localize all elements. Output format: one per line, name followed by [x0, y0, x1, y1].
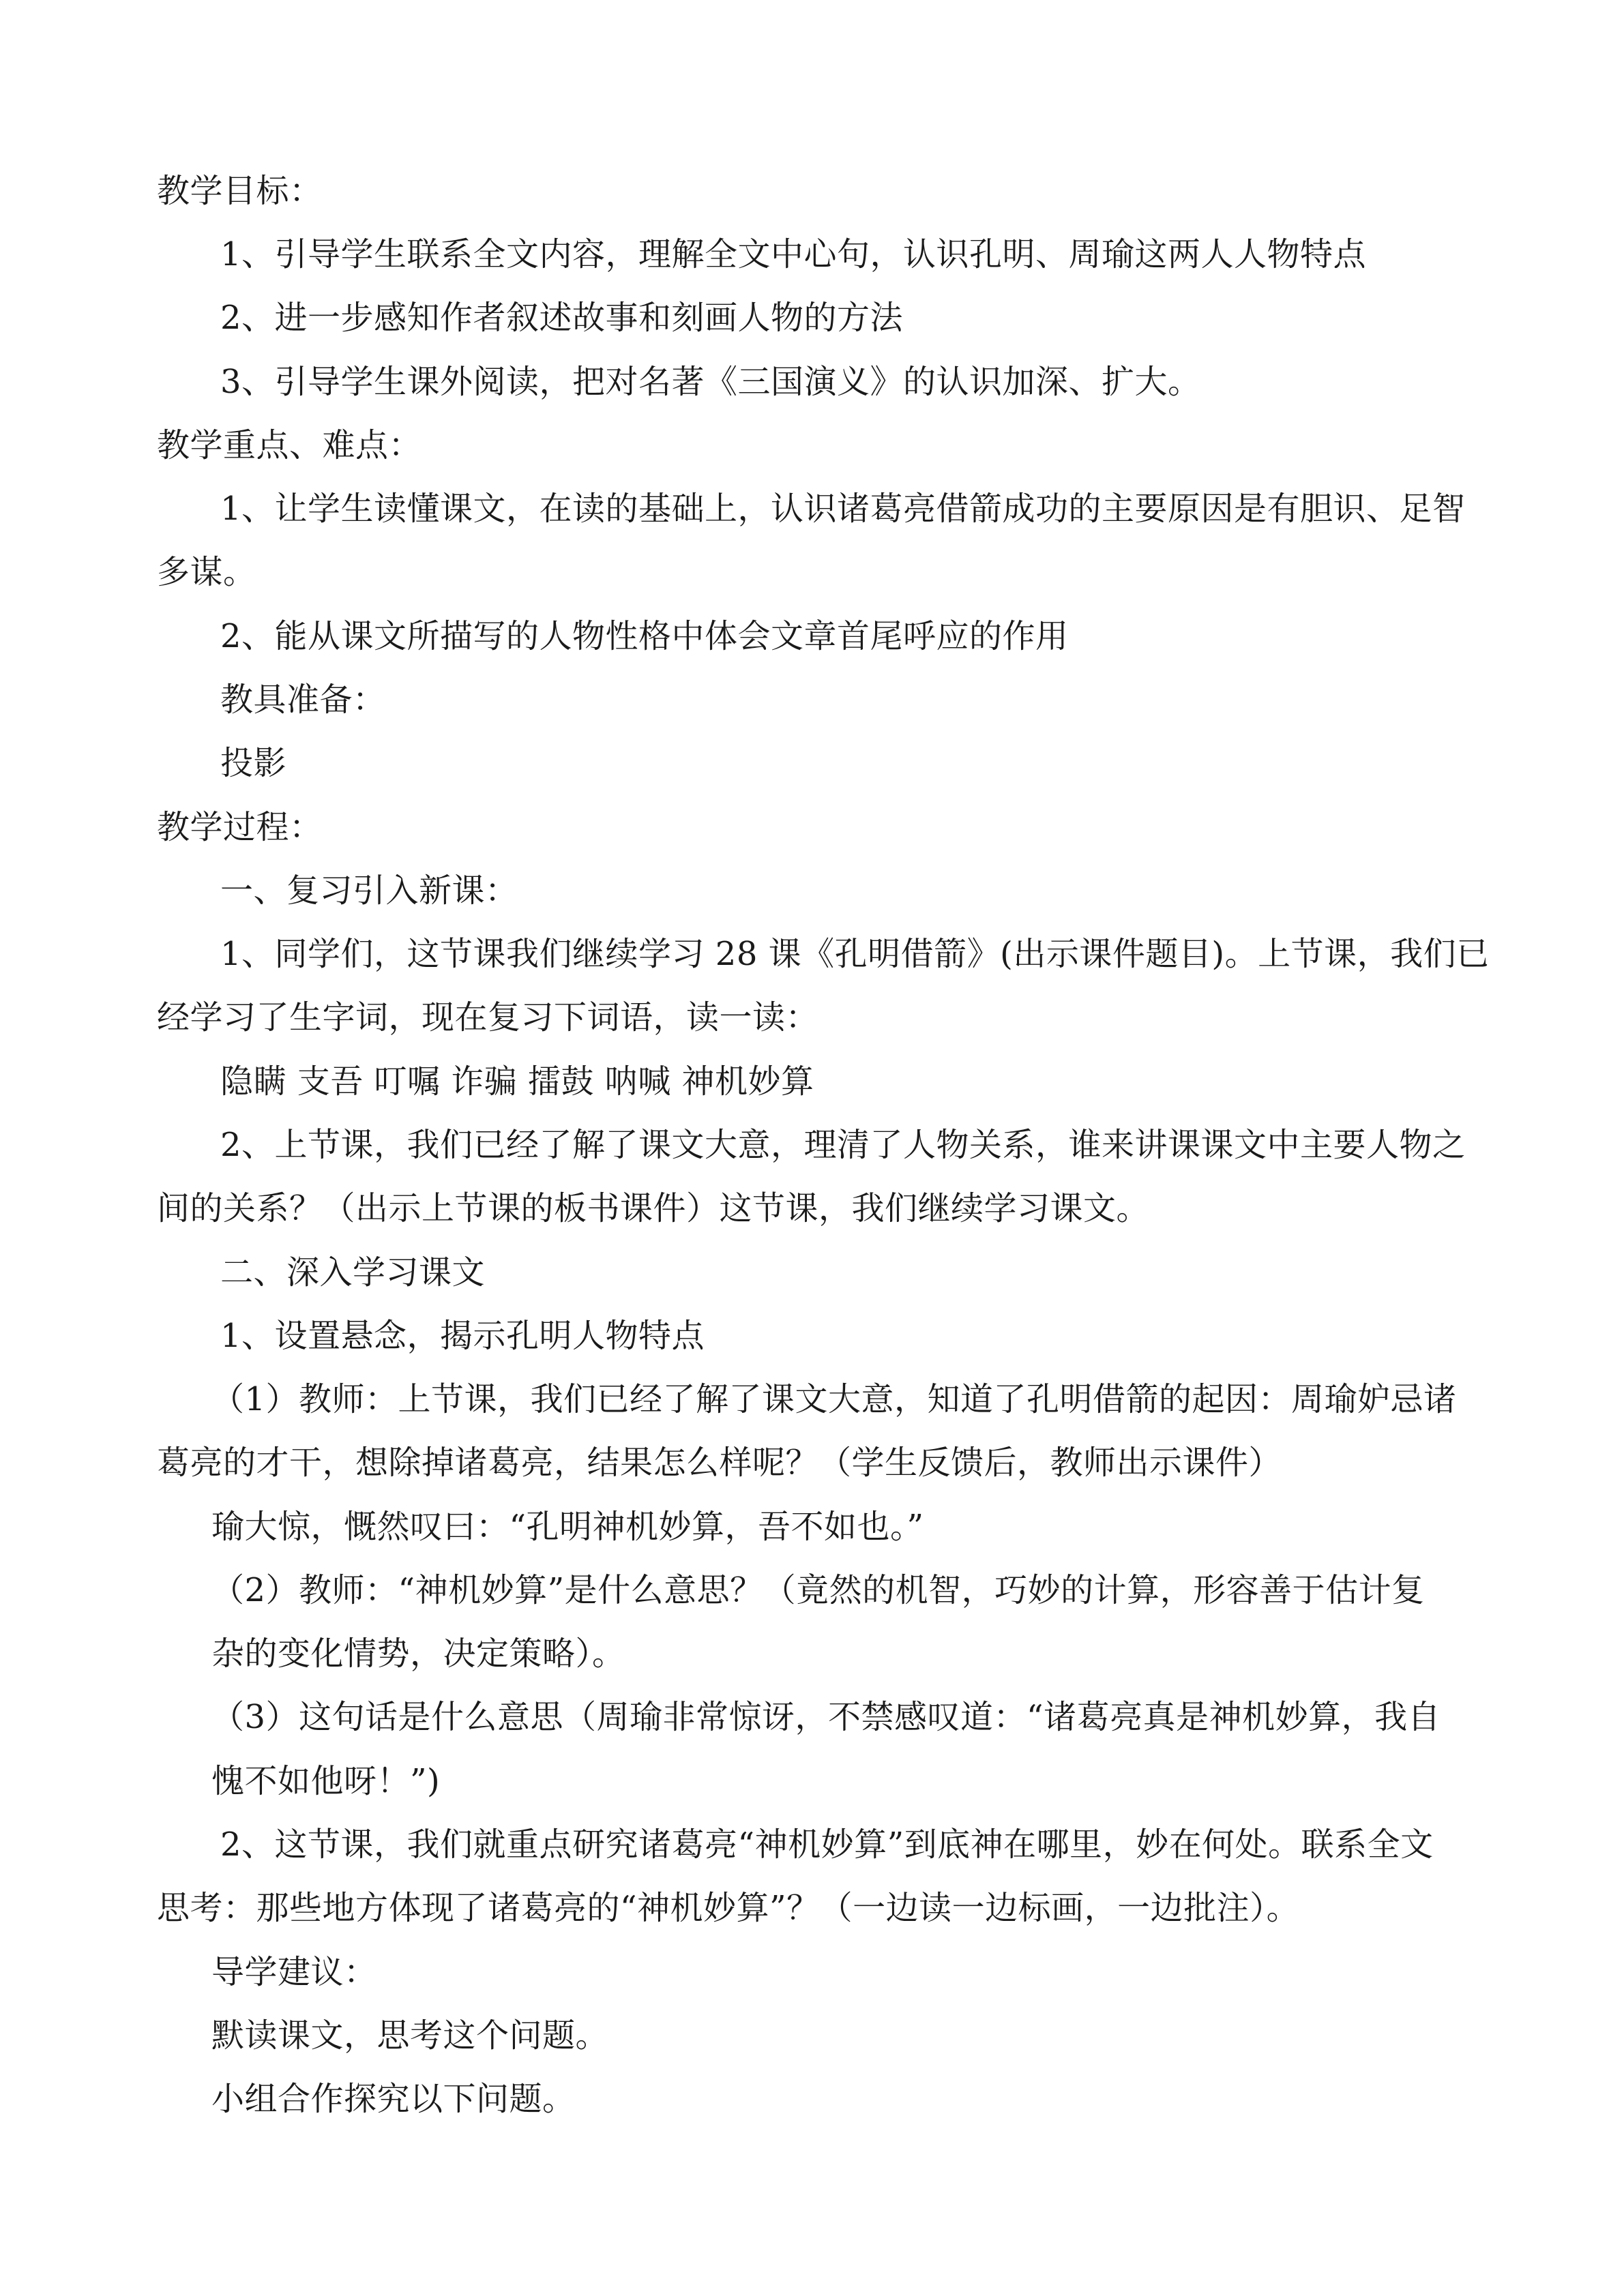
- key-point-1-line-1: 1、让学生读懂课文，在读的基础上，认识诸葛亮借箭成功的主要原因是有胆识、足智: [220, 490, 1466, 528]
- heading-teaching-process: 教学过程：: [157, 808, 323, 846]
- key-point-1-line-2: 多谋。: [157, 553, 256, 591]
- suggestion-2: 小组合作探究以下问题。: [211, 2080, 576, 2118]
- vocabulary-list: 隐瞒 支吾 叮嘱 诈骗 擂鼓 呐喊 神机妙算: [220, 1062, 814, 1101]
- question-1-line-2: 葛亮的才干，想除掉诸葛亮，结果怎么样呢？（学生反馈后，教师出示课件）: [157, 1444, 1282, 1482]
- heading-study-suggestions: 导学建议：: [211, 1953, 377, 1991]
- goal-item-1: 1、引导学生联系全文内容，理解全文中心句，认识孔明、周瑜这两人人物特点: [220, 235, 1367, 273]
- section-1-title: 一、复习引入新课：: [220, 871, 518, 910]
- key-point-2: 2、能从课文所描写的人物性格中体会文章首尾呼应的作用: [220, 617, 1069, 655]
- section-1-para-1-line-1: 1、同学们，这节课我们继续学习 28 课《孔明借箭》(出示课件题目)。上节课，我们已: [220, 935, 1490, 973]
- suggestion-1: 默读课文，思考这个问题。: [211, 2016, 609, 2055]
- section-1-para-2-line-1: 2、上节课，我们已经了解了课文大意，理清了人物关系，谁来讲课课文中主要人物之: [220, 1126, 1466, 1164]
- heading-teaching-goals: 教学目标：: [157, 172, 323, 210]
- goal-item-3: 3、引导学生课外阅读，把对名著《三国演义》的认识加深、扩大。: [220, 363, 1201, 401]
- section-2-item-1: 1、设置悬念，揭示孔明人物特点: [220, 1317, 705, 1355]
- question-2-line-1: （2）教师：“神机妙算”是什么意思？（竟然的机智，巧妙的计算，形容善于估计复: [211, 1571, 1425, 1609]
- section-2-item-2-line-1: 2、这节课，我们就重点研究诸葛亮“神机妙算”到底神在哪里，妙在何处。联系全文: [220, 1825, 1434, 1864]
- heading-teaching-aids: 教具准备：: [220, 681, 386, 719]
- heading-key-points: 教学重点、难点：: [157, 426, 422, 464]
- question-3-line-1: （3）这句话是什么意思（周瑜非常惊讶，不禁感叹道：“诸葛亮真是神机妙算，我自: [211, 1698, 1441, 1736]
- teaching-aids-value: 投影: [220, 744, 287, 782]
- question-3-line-2: 愧不如他呀！”): [211, 1762, 441, 1800]
- question-1-line-1: （1）教师：上节课，我们已经了解了课文大意，知道了孔明借箭的起因：周瑜妒忌诸: [211, 1380, 1457, 1418]
- section-2-title: 二、深入学习课文: [220, 1253, 486, 1292]
- section-1-para-1-line-2: 经学习了生字词，现在复习下词语，读一读：: [157, 998, 819, 1037]
- section-1-para-2-line-2: 间的关系？（出示上节课的板书课件）这节课，我们继续学习课文。: [157, 1189, 1150, 1227]
- question-2-line-2: 杂的变化情势，决定策略）。: [211, 1635, 625, 1673]
- quote-line: 瑜大惊，慨然叹曰：“孔明神机妙算，吾不如也。”: [211, 1508, 924, 1546]
- goal-item-2: 2、进一步感知作者叙述故事和刻画人物的方法: [220, 299, 904, 337]
- section-2-item-2-line-2: 思考：那些地方体现了诸葛亮的“神机妙算”？（一边读一边标画，一边批注）。: [157, 1889, 1300, 1927]
